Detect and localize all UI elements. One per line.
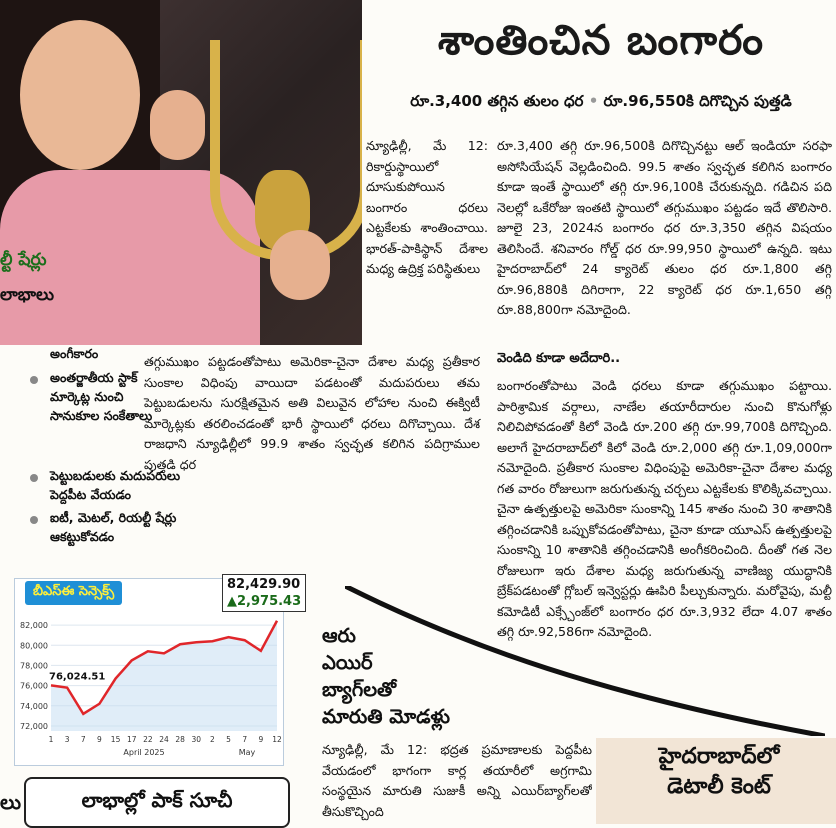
- left-item: అంగీకారం: [50, 344, 148, 363]
- left-item: పెట్టుబడులకు మదుపరులు పెద్దపీట వేయడం: [50, 466, 190, 504]
- headline: శాంతించిన బంగారం: [366, 16, 836, 74]
- y-tick-label: 76,000: [20, 682, 48, 691]
- model-face: [20, 20, 140, 170]
- article-column-a: న్యూఢిల్లీ, మే 12: రికార్డుస్థాయిలో దూసుకుపోయిన బంగారం ధరలు ఎట్టకేలకు శాంతించాయి. భారత్-పాకిస్థాన్ దేశాల మధ్య ఉద్రిక్త పరిస్థితులు: [366, 136, 488, 280]
- y-tick-label: 78,000: [20, 661, 48, 670]
- left-heading-2: లాభాలు: [0, 282, 150, 308]
- bullet-icon: [30, 376, 38, 384]
- chart-end-label: 82,429.90: [227, 576, 301, 593]
- left-item: ఐటీ, మెటల్, రియల్టీ షేర్లు ఆకట్టుకోవడం: [50, 508, 200, 546]
- headline-line: ఎయిర్: [322, 649, 450, 676]
- chart-end-value-box: [222, 574, 306, 612]
- left-bullets: [0, 340, 150, 570]
- hyd-line: డెటాలీ కెంట్: [604, 772, 834, 802]
- x-tick-label: 9: [258, 735, 263, 744]
- left-bottom-fragment: లు: [0, 790, 21, 819]
- y-tick-label: 80,000: [20, 641, 48, 650]
- headline-line: బ్యాగ్‌లతో: [322, 676, 450, 703]
- bullet-icon: [30, 516, 38, 524]
- y-tick-label: 82,000: [20, 621, 48, 630]
- left-strip: [0, 248, 150, 308]
- x-tick-label: 12: [272, 735, 282, 744]
- subhead-separator: •: [589, 92, 599, 110]
- article-column-c: బంగారంతోపాటు వెండి ధరలు కూడా తగ్గుముఖం పట్టాయి. పారిశ్రామిక వర్గాలు, నాణేల తయారీదారుల నుంచి కొనుగోళ్లు నిలిచిపోవడంతో కిలో వెండి రూ.200 తగ్గి రూ.99,700కి దిగొచ్చింది. అలాగే హైదరాబాద్‌లో కిలో వెండి రూ.2,000 తగ్గి రూ.1,09,000గా నమోదైంది. ప్రతీకార సుంకాల విధింపుపై అమెరికా-చైనా దేశాల మధ్య గత వారం రోజులుగా జరుగుతున్న చర్చలు ఎట్టకేలకు కొలిక్కివచ్చాయి. చైనా ఉత్పత్తులపై అమెరికా సుంకాన్ని 145 శాతం నుంచి 30 శాతానికి తగ్గించడానికి ఒప్పుకోవడంతోపాటు, చైనా కూడా యూఎస్ ఉత్పత్తులపై సుంకాన్ని 10 శాతానికి తగ్గించడానికి అంగీకరించింది. దీంతో గత నెల రోజులుగా ఇరు దేశాల మధ్య జరుగుతున్న వాణిజ్య యుద్ధానికి బ్రేక్‌పడటంతో గ్లోబల్ ఇన్వెస్టర్లు ఊపిరి పీల్చుకున్నారు. మరోవైపు, మల్టీ కమోడిటీ ఎక్స్చేంజ్‌లో బంగారం ధర రూ.3,932 లేదా 4.07 శాతం తగ్గి రూ.92,586గా నమోదైంది.: [497, 376, 832, 643]
- article-wide-column: తగ్గుముఖం పట్టడంతోపాటు అమెరికా-చైనా దేశాల మధ్య ప్రతీకార సుంకాల విధింపు వాయిదా పడటంతో మదుపరులు తమ పెట్టుబడులను సురక్షితమైన అతి విలువైన లోహాల నుంచి ఈక్విటీ మార్కెట్లకు తరలించడంతో భారీ స్థాయిలో ధరలు దిగొచ్చాయి. దేశ రాజధాని న్యూఢిల్లీలో 99.9 శాతం స్వచ్ఛత కలిగిన పదిగ్రాముల పుత్తడి ధర: [144, 352, 480, 475]
- model-hand-right: [270, 230, 330, 300]
- y-tick-label: 74,000: [20, 702, 48, 711]
- subhead-part2: రూ.96,550కి దిగొచ్చిన పుత్తడి: [604, 92, 792, 110]
- subhead-part1: రూ.3,400 తగ్గిన తులం ధర: [410, 92, 583, 110]
- month-label: April 2025: [123, 748, 164, 757]
- bullet-icon: [30, 474, 38, 482]
- article-column-b: రూ.3,400 తగ్గి రూ.96,500కి దిగొచ్చినట్టు ఆల్ ఇండియా సరఫా అసోసియేషన్ వెల్లడించింది. 99.5 శాతం స్వచ్ఛత కలిగిన బంగారం కూడా ఇంతే స్థాయిలో తగ్గి రూ.96,100కి చేరుకున్నది. గడిచిన పది నెలల్లో ఒకేరోజు ఇంతటి స్థాయిలో తగ్గుముఖం పట్టడం ఇదే తొలిసారి. జూలై 23, 2024న బంగారం ధర రూ.3,350 తగ్గిన విషయం తెలిసిందే. శనివారం గోల్డ్ ధర రూ.99,950 స్థాయిలో ఉన్నది. ఇటు హైదరాబాద్‌లో 24 క్యారెట్ తులం ధర రూ.1,800 తగ్గి రూ.96,880కి దిగిరాగా, 22 క్యారెట్ ధర రూ.1,650 తగ్గి రూ.88,800గా నమోదైంది.: [497, 136, 832, 321]
- section-title: వెండిది కూడా అదేదారి..: [497, 351, 620, 369]
- left-item: అంతర్జాతీయ స్టాక్ మార్కెట్ల నుంచి సానుకూల సంకేతాలు: [50, 368, 170, 425]
- headline-line: మారుతి మోడళ్లు: [322, 703, 450, 730]
- subheadline: [366, 92, 836, 114]
- model-hand: [150, 90, 205, 160]
- month-label: May: [239, 748, 256, 757]
- pak-index-box: లాభాల్లో పాక్ సూచీ: [24, 777, 290, 828]
- second-story-headline: [322, 622, 450, 730]
- x-tick-label: 22: [143, 735, 153, 744]
- x-tick-label: 2: [210, 735, 215, 744]
- x-tick-label: 3: [65, 735, 70, 744]
- x-tick-label: 17: [127, 735, 137, 744]
- start-value-label: 76,024.51: [49, 671, 105, 682]
- chart-title: బీఎస్ఈ సెన్సెక్స్: [25, 581, 122, 605]
- chart-change-label: ▲2,975.43: [227, 593, 301, 610]
- hyderabad-title: [604, 742, 834, 802]
- x-tick-label: 15: [111, 735, 121, 744]
- headline-line: ఆరు: [322, 622, 450, 649]
- x-tick-label: 30: [192, 735, 202, 744]
- y-tick-label: 72,000: [20, 722, 48, 731]
- hyd-line: హైదరాబాద్‌లో: [604, 742, 834, 772]
- x-tick-label: 28: [175, 735, 185, 744]
- left-heading-1: ల్టీ షేర్లు: [0, 248, 150, 272]
- x-tick-label: 7: [242, 735, 247, 744]
- x-tick-label: 5: [226, 735, 231, 744]
- x-tick-label: 9: [97, 735, 102, 744]
- second-story-body: న్యూఢిల్లీ, మే 12: భద్రత ప్రమాణాలకు పెద్దపీట వేయడంలో భాగంగా కార్ల తయారీలో అగ్రగామి సంస్థయైన మారుతి సుజుకీ అన్ని ఎయిర్‌బ్యాగ్‌లతో తీసుకొచ్చింది: [322, 740, 592, 824]
- x-tick-label: 7: [81, 735, 86, 744]
- x-tick-label: 1: [49, 735, 54, 744]
- x-tick-label: 24: [159, 735, 169, 744]
